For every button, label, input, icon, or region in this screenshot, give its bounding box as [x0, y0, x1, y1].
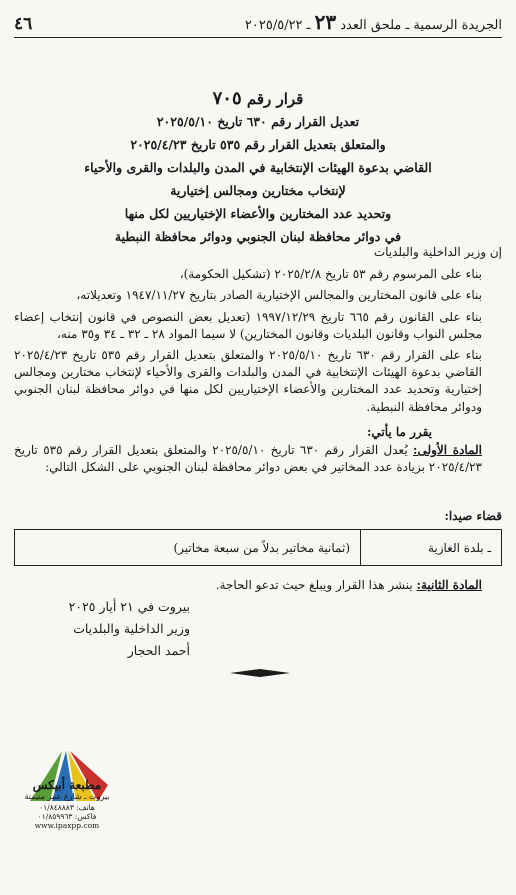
- article-two-text: ينشر هذا القرار ويبلغ حيث تدعو الحاجة.: [215, 578, 413, 592]
- section-divider-ornament: [230, 666, 290, 680]
- recital: بناء على المرسوم رقم ٥٣ تاريخ ٢٠٢٥/٢/٨ (تشكيل الحكومة)،: [179, 267, 482, 282]
- title-line: تعديل القرار رقم ٦٣٠ تاريخ ٢٠٢٥/٥/١٠: [156, 114, 360, 129]
- title-line: لإنتخاب مختارين ومجالس إختيارية: [170, 183, 346, 198]
- decision-heading: [20, 88, 496, 109]
- title-line: القاضي بدعوة الهيئات الإنتخابية في المدن والبلدات والقرى والأحياء: [84, 160, 432, 175]
- printer-phone: هاتف: ٠١/٨٤٨٨٨٣: [39, 803, 95, 812]
- gazette-name: الجريدة الرسمية ـ ملحق العدد: [340, 18, 502, 33]
- recital: بناء على القانون رقم ٦٦٥ تاريخ ١٩٩٧/١٢/٢٩ (تعديل بعض النصوص في قانون إنتخاب إعضاء مجلس النواب وقانون البلديات وقانون المختارين) لا سيما المواد ٢٨ ـ ٣٢ ـ ٣٤ و٣٥ منه،: [14, 309, 482, 341]
- decision-body: [14, 244, 502, 476]
- article-one-text: يُعدل القرار رقم ٦٣٠ تاريخ ٢٠٢٥/٥/١٠ والمتعلق بتعديل القرار رقم ٥٣٥ تاريخ ٢٠٢٥/٤/٢٣ بزيادة عدد المخاتير في بعض دوائر محافظة لبنان الجنوبي على الشكل التالي:: [14, 443, 482, 475]
- page-header: [14, 12, 502, 38]
- minister-intro: إن وزير الداخلية والبلديات: [373, 245, 502, 259]
- gazette-header-title: الجريدة الرسمية ـ ملحق العدد ٢٣ ـ ٢٠٢٥/٥/٢٢: [244, 10, 502, 34]
- decision-title-block: [20, 110, 496, 248]
- article-one: [14, 442, 502, 476]
- decision-label: قرار رقم: [246, 90, 304, 108]
- recital: بناء على القرار رقم ٦٣٠ تاريخ ٢٠٢٥/٥/١٠ والمتعلق بتعديل القرار رقم ٥٣٥ تاريخ ٢٠٢٥/٤/٢٣ القاضي بدعوة الهيئات الإنتخابية في المدن والبلدات والقرى والأحياء لإنتخاب مختارين ومجالس إختيارية وتحديد عدد المختارين والأعضاء الإختياريين لكل منها في دوائر محافظة لبنان الجنوبي ودوائر محافظة النبطية.: [14, 348, 482, 414]
- issue-date: ٢٠٢٥/٥/٢٢: [244, 18, 303, 33]
- recital: بناء على قانون المختارين والمجالس الإختيارية الصادر بتاريخ ١٩٤٧/١١/٢٧ وتعديلاته،: [76, 288, 482, 303]
- issue-number: ٢٣: [314, 10, 337, 34]
- table-row: [15, 530, 502, 566]
- title-line: والمتعلق بتعديل القرار رقم ٥٣٥ تاريخ ٢٠٢٥/٤/٢٣: [130, 137, 386, 152]
- decision-number: ٧٠٥: [212, 88, 242, 109]
- printer-website: www.ipaxpp.com: [34, 821, 100, 830]
- printer-info: [22, 778, 112, 830]
- printer-fax: فاكس: ٠١/٨٥٩٩٦٣: [37, 812, 97, 821]
- page-number: ٤٦: [14, 14, 33, 34]
- title-line: وتحديد عدد المختارين والأعضاء الإختياريين لكل منها: [124, 206, 392, 221]
- printer-address: بيروت ـ شارع عمر منيمنة: [24, 792, 110, 801]
- change-cell: (ثمانية مخاتير بدلاً من سبعة مخاتير): [15, 530, 361, 566]
- decides-line: يقرر ما يأتي:: [366, 424, 432, 439]
- article-two-label: المادة الثانية:: [416, 578, 482, 592]
- amendment-table: [14, 529, 502, 566]
- printer-name: مطبعة أبيكس: [32, 778, 102, 792]
- signature-block: [20, 596, 190, 662]
- article-two: [14, 577, 502, 594]
- signature-office: وزير الداخلية والبلديات: [73, 621, 190, 636]
- signature-name: أحمد الحجار: [127, 643, 190, 658]
- signature-place-date: بيروت في ٢١ أيار ٢٠٢٥: [68, 599, 190, 614]
- district-label: قضاء صيدا:: [444, 509, 502, 523]
- article-one-label: المادة الأولى:: [413, 443, 482, 458]
- town-cell: ـ بلدة الغازية: [361, 530, 502, 566]
- title-line: في دوائر محافظة لبنان الجنوبي ودوائر محافظة النبطية: [114, 229, 402, 244]
